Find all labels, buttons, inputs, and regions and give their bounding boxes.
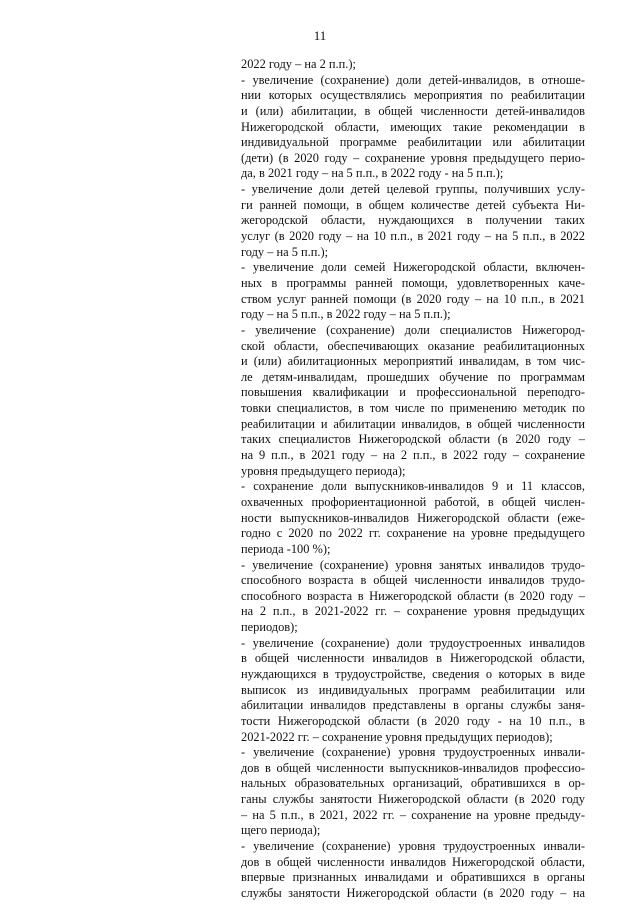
- text-line: ле детям-инвалидам, прошедших обучение по программам: [241, 369, 585, 384]
- text-line: - увеличение (сохранение) доли специалистов Нижегород-: [241, 322, 585, 337]
- text-line: на 9 п.п., в 2021 году – на 2 п.п., в 2022 году – сохранение: [241, 448, 585, 463]
- page-number: 11: [313, 28, 327, 43]
- text-line: ных в программы ранней помощи, удовлетворенных каче-: [241, 275, 585, 290]
- text-line: (дети) (в 2020 году – сохранение уровня предыдущего перио-: [241, 150, 585, 165]
- text-line: - увеличение доли детей целевой группы, получивших услу-: [241, 182, 585, 197]
- text-line: службы занятости Нижегородской области (в 2020 году – на: [241, 885, 585, 900]
- text-line: нии которых осуществлялись мероприятия по реабилитации: [241, 88, 585, 103]
- document-text-column: [241, 57, 585, 902]
- text-line: товки специалистов, в том числе по применению методик по: [241, 401, 585, 416]
- text-line: впервые признанных инвалидами и обратившихся в органы: [241, 870, 585, 885]
- text-line: периодов);: [241, 620, 298, 635]
- text-line: выписок из индивидуальных программ реабилитации или: [241, 682, 585, 697]
- text-line: щего периода);: [241, 823, 321, 838]
- text-line: тости Нижегородской области (в 2020 году - на 10 п.п., в: [241, 713, 585, 728]
- text-line: реабилитации и абилитации инвалидов, в общей численности: [241, 416, 585, 431]
- text-line: - увеличение (сохранение) доли детей-инвалидов, в отноше-: [241, 72, 585, 87]
- text-line: 2021-2022 гг. – сохранение уровня предыдущих периодов);: [241, 729, 553, 744]
- text-line: способного возраста в Нижегородской области (в 2020 году –: [241, 588, 585, 603]
- text-line: - увеличение (сохранение) уровня трудоустроенных инвали-: [241, 839, 585, 854]
- text-line: году – на 5 п.п.);: [241, 244, 329, 259]
- text-line: ги ранней помощи, в общем количестве детей субъекта Ни-: [241, 197, 585, 212]
- text-line: - увеличение (сохранение) уровня занятых инвалидов трудо-: [241, 557, 585, 572]
- text-line: - увеличение доли семей Нижегородской области, включен-: [241, 260, 585, 275]
- text-line: да, в 2021 году – на 5 п.п., в 2022 году - на 5 п.п.);: [241, 166, 504, 181]
- text-line: жегородской области, нуждающихся в получении таких: [241, 213, 585, 228]
- text-line: ством услуг ранней помощи (в 2020 году – на 10 п.п., в 2021: [241, 291, 585, 306]
- text-line: годно с 2020 по 2022 гг. сохранение на уровне предыдущего: [241, 526, 585, 541]
- text-line: уровня предыдущего периода);: [241, 463, 406, 478]
- text-line: ности выпускников-инвалидов Нижегородской области (еже-: [241, 510, 585, 525]
- text-line: ской области, обеспечивающих оказание реабилитационных: [241, 338, 585, 353]
- text-line: абилитации инвалидов представлены в органы службы заня-: [241, 698, 585, 713]
- text-line: - увеличение (сохранение) уровня трудоустроенных инвали-: [241, 745, 585, 760]
- text-line: Нижегородской области, имеющих такие рекомендации в: [241, 119, 585, 134]
- text-line: нальных образовательных организаций, обратившихся в ор-: [241, 776, 585, 791]
- text-line: нуждающихся в трудоустройстве, сведения о которых в виде: [241, 666, 585, 681]
- text-line: индивидуальной программе реабилитации или абилитации: [241, 135, 585, 150]
- text-line: в общей численности инвалидов в Нижегородской области,: [241, 651, 585, 666]
- text-line: дов в общей численности инвалидов Нижегородской области,: [241, 854, 585, 869]
- text-line: услуг (в 2020 году – на 10 п.п., в 2021 году – на 5 п.п., в 2022: [241, 229, 585, 244]
- text-line: году – на 5 п.п., в 2022 году – на 5 п.п.);: [241, 307, 451, 322]
- text-line: периода -100 %);: [241, 541, 331, 556]
- text-line: и (или) абилитации, в общей численности детей-инвалидов: [241, 103, 585, 118]
- text-line: способного возраста в общей численности инвалидов трудо-: [241, 573, 585, 588]
- text-line: повышения квалификации и профессиональной переподго-: [241, 385, 585, 400]
- text-line: – на 5 п.п., в 2021, 2022 гг. – сохранение на уровне предыду-: [241, 807, 585, 822]
- text-line: охваченных профориентационной работой, в общей числен-: [241, 494, 585, 509]
- text-line: на 2 п.п., в 2021-2022 гг. – сохранение уровня предыдущих: [241, 604, 585, 619]
- text-line: - увеличение (сохранение) доли трудоустроенных инвалидов: [241, 635, 585, 650]
- text-line: - сохранение доли выпускников-инвалидов 9 и 11 классов,: [241, 479, 585, 494]
- text-line: 2022 году – на 2 п.п.);: [241, 57, 356, 71]
- text-line: таких специалистов Нижегородской области (в 2020 году –: [241, 432, 585, 447]
- text-line: ганы службы занятости Нижегородской области (в 2020 году: [241, 792, 585, 807]
- text-line: дов в общей численности выпускников-инвалидов профессио-: [241, 760, 585, 775]
- text-line: и (или) абилитационных мероприятий инвалидам, в том чис-: [241, 354, 585, 369]
